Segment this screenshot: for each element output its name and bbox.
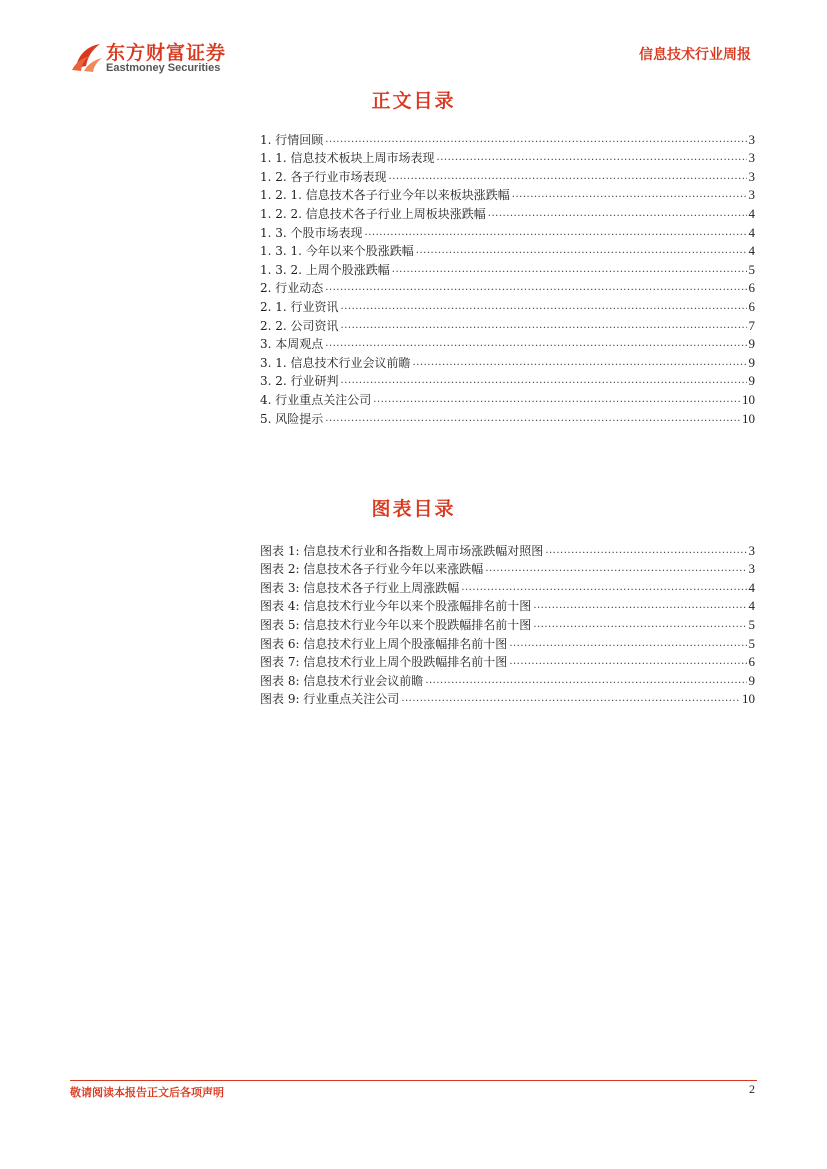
toc-leader-dots — [545, 545, 746, 559]
toc-entry-page: 9 — [748, 336, 755, 352]
toc-entry-label: 5. 风险提示 — [260, 411, 324, 426]
toc-entry-label: 1. 2. 1. 信息技术各子行业今年以来板块涨跌幅 — [260, 188, 510, 203]
toc-entry[interactable] — [260, 129, 755, 148]
toc-leader-dots — [389, 171, 747, 185]
toc-leader-dots — [392, 264, 747, 278]
toc-entry[interactable] — [260, 166, 755, 185]
toc-entry[interactable] — [260, 652, 755, 671]
toc-entry-page: 3 — [748, 131, 755, 147]
toc-entry[interactable] — [260, 614, 755, 633]
toc-entry-page: 6 — [748, 298, 755, 314]
toc-leader-dots — [416, 245, 747, 259]
toc-leader-dots — [533, 619, 746, 633]
toc-figures-list — [260, 540, 755, 707]
toc-leader-dots — [365, 227, 747, 241]
toc-entry-page: 3 — [748, 542, 755, 558]
toc-leader-dots — [437, 152, 747, 166]
toc-entry-page: 5 — [748, 261, 755, 277]
report-type-label: 信息技术行业周报 — [639, 47, 751, 63]
toc-entry-label: 图表 7: 信息技术行业上周个股跌幅排名前十图 — [260, 655, 508, 670]
toc-entry-page: 3 — [748, 150, 755, 166]
toc-entry-page: 4 — [748, 598, 755, 614]
toc-entry-page: 4 — [748, 579, 755, 595]
toc-entry-page: 9 — [748, 672, 755, 688]
toc-leader-dots — [485, 563, 746, 577]
toc-entry-label: 图表 9: 行业重点关注公司 — [260, 692, 400, 707]
toc-entry-label: 1. 2. 2. 信息技术各子行业上周板块涨跌幅 — [260, 206, 486, 221]
toc-leader-dots — [488, 208, 747, 222]
toc-entry-label: 1. 行情回顾 — [260, 132, 324, 147]
toc-entry-label: 图表 4: 信息技术行业今年以来个股涨幅排名前十图 — [260, 599, 532, 614]
toc-entry-page: 4 — [748, 205, 755, 221]
toc-entry-label: 2. 2. 公司资讯 — [260, 318, 339, 333]
toc-entry-label: 图表 2: 信息技术各子行业今年以来涨跌幅 — [260, 562, 484, 577]
toc-leader-dots — [341, 301, 747, 315]
toc-entry[interactable] — [260, 185, 755, 204]
toc-entry-page: 10 — [742, 391, 755, 407]
logo-chinese-name: 东方财富证券 — [106, 42, 227, 64]
toc-leader-dots — [401, 693, 740, 707]
toc-entry-label: 4. 行业重点关注公司 — [260, 392, 372, 407]
toc-leader-dots — [512, 189, 747, 203]
toc-figures-title: 图表目录 — [371, 498, 456, 520]
toc-entry-page: 3 — [748, 561, 755, 577]
toc-entry-label: 图表 5: 信息技术行业今年以来个股跌幅排名前十图 — [260, 617, 532, 632]
toc-entry[interactable] — [260, 577, 755, 596]
toc-entry[interactable] — [260, 633, 755, 652]
toc-leader-dots — [533, 600, 746, 614]
toc-entry[interactable] — [260, 241, 755, 260]
toc-entry[interactable] — [260, 689, 755, 708]
toc-entry-page: 4 — [748, 243, 755, 259]
toc-entry-page: 5 — [748, 635, 755, 651]
toc-leader-dots — [325, 338, 746, 352]
toc-leader-dots — [325, 282, 746, 296]
toc-entry-page: 7 — [748, 317, 755, 333]
toc-entry-label: 3. 1. 信息技术行业会议前瞻 — [260, 355, 411, 370]
toc-entry[interactable] — [260, 371, 755, 390]
toc-leader-dots — [509, 638, 746, 652]
toc-entry-label: 3. 本周观点 — [260, 337, 324, 352]
toc-leader-dots — [325, 134, 746, 148]
toc-entry-label: 图表 1: 信息技术行业和各指数上周市场涨跌幅对照图 — [260, 543, 544, 558]
toc-entry[interactable] — [260, 408, 755, 427]
toc-entry[interactable] — [260, 296, 755, 315]
toc-entry-label: 2. 1. 行业资讯 — [260, 299, 339, 314]
toc-leader-dots — [509, 656, 746, 670]
toc-entry-label: 图表 3: 信息技术各子行业上周涨跌幅 — [260, 580, 460, 595]
toc-entry-label: 图表 6: 信息技术行业上周个股涨幅排名前十图 — [260, 636, 508, 651]
toc-entry[interactable] — [260, 559, 755, 578]
page-number: 2 — [749, 1082, 755, 1096]
toc-entry-label: 1. 1. 信息技术板块上周市场表现 — [260, 151, 435, 166]
toc-leader-dots — [341, 320, 747, 334]
toc-entry-page: 10 — [742, 410, 755, 426]
toc-leader-dots — [325, 413, 740, 427]
toc-entry[interactable] — [260, 148, 755, 167]
toc-leader-dots — [341, 375, 747, 389]
toc-main-title: 正文目录 — [371, 90, 456, 112]
company-logo — [70, 38, 240, 78]
toc-entry[interactable] — [260, 315, 755, 334]
toc-entry[interactable] — [260, 203, 755, 222]
toc-entry[interactable] — [260, 670, 755, 689]
toc-entry-label: 图表 8: 信息技术行业会议前瞻 — [260, 673, 424, 688]
toc-entry[interactable] — [260, 596, 755, 615]
footer-disclaimer: 敬请阅读本报告正文后各项声明 — [70, 1086, 224, 1099]
toc-entry-label: 2. 行业动态 — [260, 281, 324, 296]
toc-entry[interactable] — [260, 334, 755, 353]
toc-entry-page: 9 — [748, 354, 755, 370]
toc-entry-label: 1. 2. 各子行业市场表现 — [260, 169, 387, 184]
toc-entry-page: 6 — [748, 654, 755, 670]
eastmoney-logo-icon — [70, 40, 104, 74]
toc-entry-label: 3. 2. 行业研判 — [260, 374, 339, 389]
toc-main-list — [260, 129, 755, 427]
toc-entry-page: 9 — [748, 373, 755, 389]
toc-entry-page: 5 — [748, 616, 755, 632]
toc-leader-dots — [425, 675, 746, 689]
logo-english-name: Eastmoney Securities — [106, 62, 221, 74]
toc-leader-dots — [413, 357, 747, 371]
toc-entry-page: 3 — [748, 168, 755, 184]
toc-entry-page: 6 — [748, 280, 755, 296]
toc-entry-label: 1. 3. 2. 上周个股涨跌幅 — [260, 262, 390, 277]
footer-divider — [70, 1080, 757, 1081]
toc-entry[interactable] — [260, 222, 755, 241]
toc-entry[interactable] — [260, 352, 755, 371]
toc-entry[interactable] — [260, 278, 755, 297]
toc-entry[interactable] — [260, 389, 755, 408]
toc-leader-dots — [461, 582, 746, 596]
toc-entry-page: 10 — [742, 691, 755, 707]
toc-entry[interactable] — [260, 259, 755, 278]
toc-entry-label: 1. 3. 个股市场表现 — [260, 225, 363, 240]
toc-entry[interactable] — [260, 540, 755, 559]
toc-entry-page: 4 — [748, 224, 755, 240]
toc-leader-dots — [373, 394, 740, 408]
toc-entry-label: 1. 3. 1. 今年以来个股涨跌幅 — [260, 244, 414, 259]
toc-entry-page: 3 — [748, 187, 755, 203]
